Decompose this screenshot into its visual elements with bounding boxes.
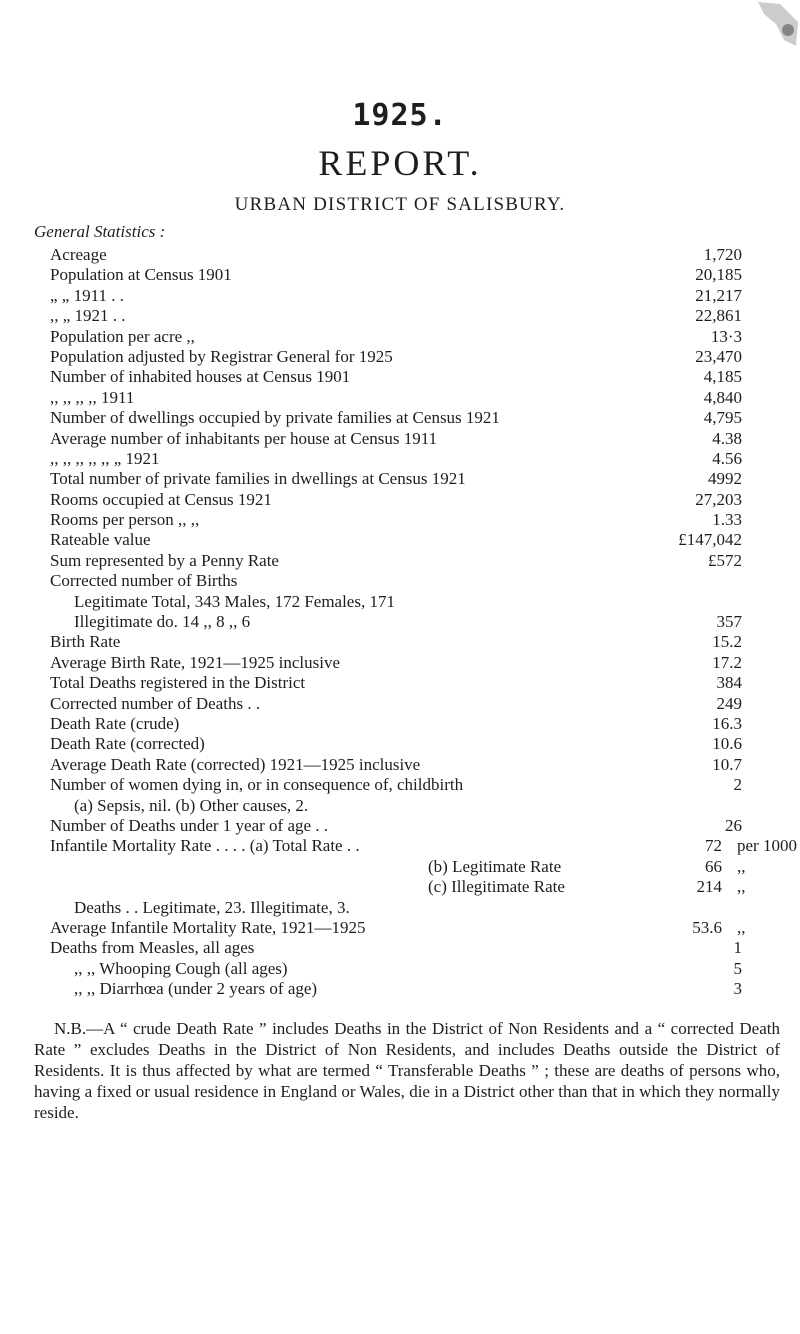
stat-row [0, 857, 800, 877]
stat-label: Legitimate Total, 343 Males, 172 Females, 171 [74, 591, 395, 611]
stat-row [0, 286, 800, 306]
stat-row [0, 592, 800, 612]
statistics-table [0, 245, 800, 999]
stat-label: Average Infantile Mortality Rate, 1921—1925 [50, 917, 366, 937]
stat-unit: ,, [737, 917, 746, 937]
stat-row [0, 755, 800, 775]
stat-value: 1.33 [712, 510, 742, 530]
stat-row [0, 347, 800, 367]
stat-label: Number of dwellings occupied by private families at Census 1921 [50, 408, 500, 428]
stat-value: 4.56 [712, 448, 742, 468]
stat-label: Average Birth Rate, 1921—1925 inclusive [50, 652, 341, 672]
stat-label: ,, ,, Whooping Cough (all ages) [74, 958, 288, 978]
stat-label: Corrected number of Births [50, 571, 238, 591]
stat-label: Population at Census 1901 [50, 265, 232, 285]
stat-label: ,, ,, Diarrhœa (under 2 years of age) [74, 979, 318, 999]
stat-row [0, 673, 800, 693]
report-title: REPORT. [318, 143, 482, 183]
stat-label: (a) Sepsis, nil. (b) Other causes, 2. [74, 795, 309, 815]
stat-unit: ,, [737, 877, 746, 897]
stat-value: 357 [716, 612, 742, 632]
stat-row [0, 429, 800, 449]
stat-row [0, 469, 800, 489]
stat-value: 72 [705, 836, 722, 856]
stat-label: Population per acre ,, [50, 326, 195, 346]
stat-label: Number of Deaths under 1 year of age . . [50, 815, 329, 835]
page-corner-smudge [740, 0, 800, 60]
stat-row [0, 836, 800, 856]
stat-label: Total number of private families in dwellings at Census 1921 [50, 469, 466, 489]
stat-label: Deaths from Measles, all ages [50, 938, 255, 958]
stat-value: 4.38 [712, 428, 742, 448]
stat-value: 4,795 [703, 408, 742, 428]
stat-label: Death Rate (crude) [50, 713, 180, 733]
stat-value: 2 [733, 775, 742, 795]
stat-value: 4992 [708, 469, 742, 489]
stat-value: 1,720 [703, 245, 742, 264]
stat-row [0, 877, 800, 897]
stat-row [0, 571, 800, 591]
stat-label: ,, ,, ,, ,, ,, „ 1921 [50, 448, 160, 468]
stat-row [0, 449, 800, 469]
stat-row [0, 612, 800, 632]
stat-label: Population adjusted by Registrar General for 1925 [50, 346, 393, 366]
footnote-text: N.B.—A “ crude Death Rate ” includes Deaths in the District of Non Residents and a “ corrected Death Rate ” excludes Deaths in the District of Non Residents, and includes Deaths outside the District of Residents. It is thus affected by what are termed “ Transferable Deaths ” ; these are deaths of persons who, having a fixed or usual residence in England or Wales, die in a District other than that in which they normally reside. [34, 1019, 780, 1122]
stat-value: 23,470 [695, 346, 742, 366]
stat-label: ,, „ 1921 . . [50, 306, 126, 326]
stat-value: 20,185 [695, 265, 742, 285]
stat-label: Rateable value [50, 530, 151, 550]
stat-value: 17.2 [712, 652, 742, 672]
stat-value: 214 [696, 877, 722, 897]
stat-value: 4,185 [703, 367, 742, 387]
stat-label: Number of inhabited houses at Census 1901 [50, 367, 351, 387]
stat-label: Rooms per person ,, ,, [50, 510, 200, 530]
stat-value: 384 [716, 673, 742, 693]
stat-value: 66 [705, 856, 722, 876]
stat-value: 22,861 [695, 306, 742, 326]
stat-row [0, 938, 800, 958]
stat-value: 249 [716, 693, 742, 713]
stat-row [0, 816, 800, 836]
stat-row [0, 694, 800, 714]
stat-label: Average number of inhabitants per house at Census 1911 [50, 428, 438, 448]
stat-value: 53.6 [692, 917, 722, 937]
stat-label: Birth Rate [50, 632, 121, 652]
stat-value: £572 [708, 550, 742, 570]
stat-unit: ,, [737, 856, 746, 876]
stat-label: „ „ 1911 . . [50, 285, 124, 305]
stat-value: 13·3 [710, 326, 742, 346]
stat-label: Illegitimate do. 14 ,, 8 ,, 6 [74, 612, 251, 632]
section-heading: General Statistics : [34, 222, 166, 241]
stat-label: Infantile Mortality Rate . . . . (a) Total Rate . . [50, 836, 360, 856]
stat-row [0, 367, 800, 387]
stat-label: Rooms occupied at Census 1921 [50, 489, 272, 509]
stat-row [0, 265, 800, 285]
stat-row [0, 796, 800, 816]
stat-unit: per 1000 [737, 836, 797, 856]
stat-row [0, 959, 800, 979]
stat-value: 16.3 [712, 713, 742, 733]
stat-label: Deaths . . Legitimate, 23. Illegitimate, 3. [74, 897, 350, 917]
stat-row [0, 979, 800, 999]
stat-label: ,, ,, ,, ,, 1911 [50, 387, 135, 407]
district-heading: URBAN DISTRICT OF SALISBURY. [234, 194, 566, 215]
stat-row [0, 388, 800, 408]
stat-value: 26 [725, 815, 742, 835]
stat-label: Average Death Rate (corrected) 1921—1925 inclusive [50, 754, 421, 774]
stat-row [0, 327, 800, 347]
stat-row [0, 714, 800, 734]
stat-row [0, 734, 800, 754]
stat-row [0, 490, 800, 510]
stat-row [0, 918, 800, 938]
stat-label: Number of women dying in, or in consequence of, childbirth [50, 775, 464, 795]
stat-row [0, 653, 800, 673]
stat-row [0, 632, 800, 652]
stat-value: 3 [733, 979, 742, 999]
stat-value: 10.6 [712, 734, 742, 754]
stat-value: 4,840 [703, 387, 742, 407]
stat-value: £147,042 [678, 530, 742, 550]
stat-label: (b) Legitimate Rate [428, 856, 562, 876]
stat-row [0, 306, 800, 326]
report-year: 1925. [352, 98, 448, 133]
stat-row [0, 775, 800, 795]
stat-label: Total Deaths registered in the District [50, 673, 306, 693]
stat-row [0, 551, 800, 571]
stat-row [0, 408, 800, 428]
stat-value: 21,217 [695, 285, 742, 305]
stat-row [0, 530, 800, 550]
stat-label: Corrected number of Deaths . . [50, 693, 261, 713]
stat-value: 15.2 [712, 632, 742, 652]
footnote [34, 1018, 780, 1123]
stat-label: Death Rate (corrected) [50, 734, 205, 754]
stat-row [0, 898, 800, 918]
stat-value: 27,203 [695, 489, 742, 509]
stat-row [0, 245, 800, 265]
stat-row [0, 510, 800, 530]
stat-label: (c) Illegitimate Rate [428, 877, 565, 897]
stat-label: Sum represented by a Penny Rate [50, 550, 279, 570]
stat-value: 1 [733, 938, 742, 958]
stat-label: Acreage [50, 245, 107, 264]
stat-value: 5 [733, 958, 742, 978]
stat-value: 10.7 [712, 754, 742, 774]
